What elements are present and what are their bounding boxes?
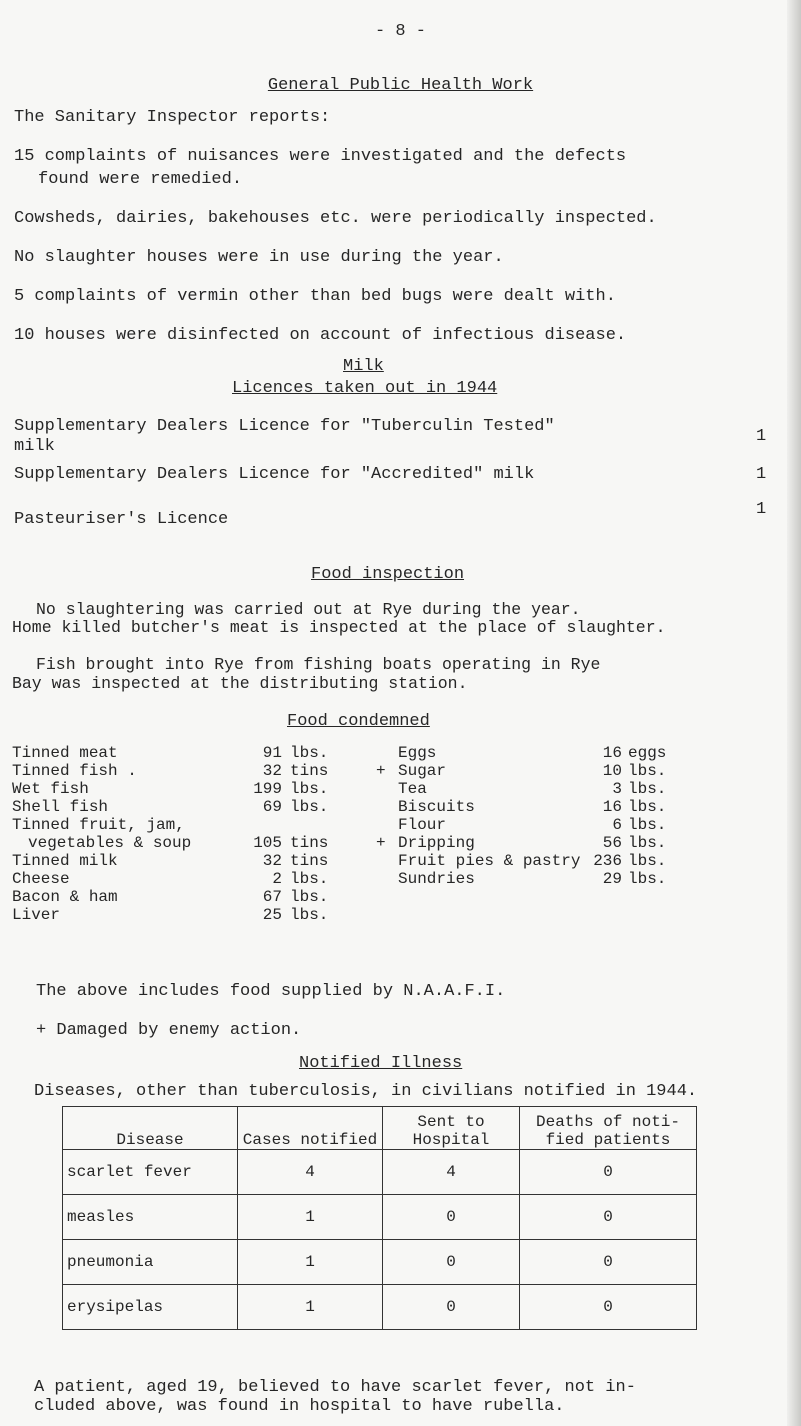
notified-illness-heading: Notified Illness <box>299 1054 463 1073</box>
condemned-item: Sundries 29 lbs. <box>398 870 667 888</box>
page-number: - 8 - <box>374 22 426 41</box>
food-inspection-heading: Food inspection <box>311 565 465 584</box>
licence-label: Supplementary Dealers Licence for "Tuberculin Tested" <box>14 417 555 436</box>
milk-subheading: Licences taken out in 1944 <box>232 379 498 398</box>
condemned-item: Tinned fruit, jam, <box>12 816 185 834</box>
food-inspection-text: No slaughtering was carried out at Rye during the year. <box>36 600 581 619</box>
table-row: measles 1 0 0 <box>63 1195 697 1240</box>
report-line: 5 complaints of vermin other than bed bugs were dealt with. <box>14 287 616 306</box>
report-line: 15 complaints of nuisances were investigated and the defects <box>14 147 627 166</box>
licence-label: Supplementary Dealers Licence for "Accredited" milk <box>14 465 535 484</box>
licence-count: 1 <box>756 427 767 446</box>
licence-count: 1 <box>756 500 767 519</box>
condemned-item: Biscuits 16 lbs. <box>398 798 667 816</box>
milk-heading: Milk <box>343 357 384 376</box>
condemned-item: Wet fish 199 lbs. <box>12 780 329 798</box>
notified-illness-intro: Diseases, other than tuberculosis, in civilians notified in 1944. <box>34 1082 698 1101</box>
condemned-item: Bacon & ham 67 lbs. <box>12 888 329 906</box>
damaged-note: + Damaged by enemy action. <box>36 1021 302 1040</box>
condemned-item: Flour 6 lbs. <box>398 816 667 834</box>
condemned-item: Tinned milk 32 tins <box>12 852 329 870</box>
notified-illness-table <box>62 1106 697 1330</box>
licence-count: 1 <box>756 465 767 484</box>
footnote: cluded above, was found in hospital to have rubella. <box>34 1397 565 1416</box>
table-row: scarlet fever 4 4 0 <box>63 1150 697 1195</box>
condemned-item: vegetables & soup 105 tins <box>28 834 329 852</box>
section-title: General Public Health Work <box>267 76 534 95</box>
food-inspection-text: Home killed butcher's meat is inspected at the place of slaughter. <box>12 618 666 637</box>
condemned-right-list <box>376 744 666 888</box>
report-line: No slaughter houses were in use during the year. <box>14 248 504 267</box>
condemned-item: + Sugar 10 lbs. <box>376 762 667 780</box>
naafi-note: The above includes food supplied by N.A.A.F.I. <box>36 982 506 1001</box>
condemned-item: Cheese 2 lbs. <box>12 870 329 888</box>
licence-label: milk <box>14 437 55 456</box>
header-cases: Cases notified <box>238 1107 383 1150</box>
condemned-item: Tinned meat 91 lbs. <box>12 744 329 762</box>
condemned-item: Fruit pies & pastry 236 lbs. <box>398 852 667 870</box>
footnote: A patient, aged 19, believed to have scarlet fever, not in- <box>34 1378 636 1397</box>
table-header-row <box>63 1107 697 1150</box>
food-condemned-heading: Food condemned <box>287 712 430 731</box>
inspector-intro: The Sanitary Inspector reports: <box>14 108 331 127</box>
condemned-item: Tea 3 lbs. <box>398 780 667 798</box>
report-line: 10 houses were disinfected on account of infectious disease. <box>14 326 627 345</box>
condemned-item: Liver 25 lbs. <box>12 906 329 924</box>
licence-label: Pasteuriser's Licence <box>14 510 229 529</box>
food-inspection-text: Fish brought into Rye from fishing boats operating in Rye <box>36 655 601 674</box>
food-inspection-text: Bay was inspected at the distributing station. <box>12 674 468 693</box>
condemned-item: + Dripping 56 lbs. <box>376 834 667 852</box>
table-row: erysipelas 1 0 0 <box>63 1285 697 1330</box>
report-line: Cowsheds, dairies, bakehouses etc. were periodically inspected. <box>14 209 657 228</box>
condemned-item: Tinned fish . 32 tins <box>12 762 329 780</box>
table-row: pneumonia 1 0 0 <box>63 1240 697 1285</box>
header-disease: Disease <box>63 1107 238 1150</box>
condemned-item: Eggs 16 eggs <box>398 744 667 762</box>
condemned-item: Shell fish 69 lbs. <box>12 798 329 816</box>
page-edge-shadow <box>787 0 801 1426</box>
header-hospital: Sent to Hospital <box>383 1107 520 1150</box>
report-line: found were remedied. <box>38 170 243 189</box>
condemned-left-list <box>12 744 328 924</box>
header-deaths: Deaths of noti- fied patients <box>520 1107 697 1150</box>
